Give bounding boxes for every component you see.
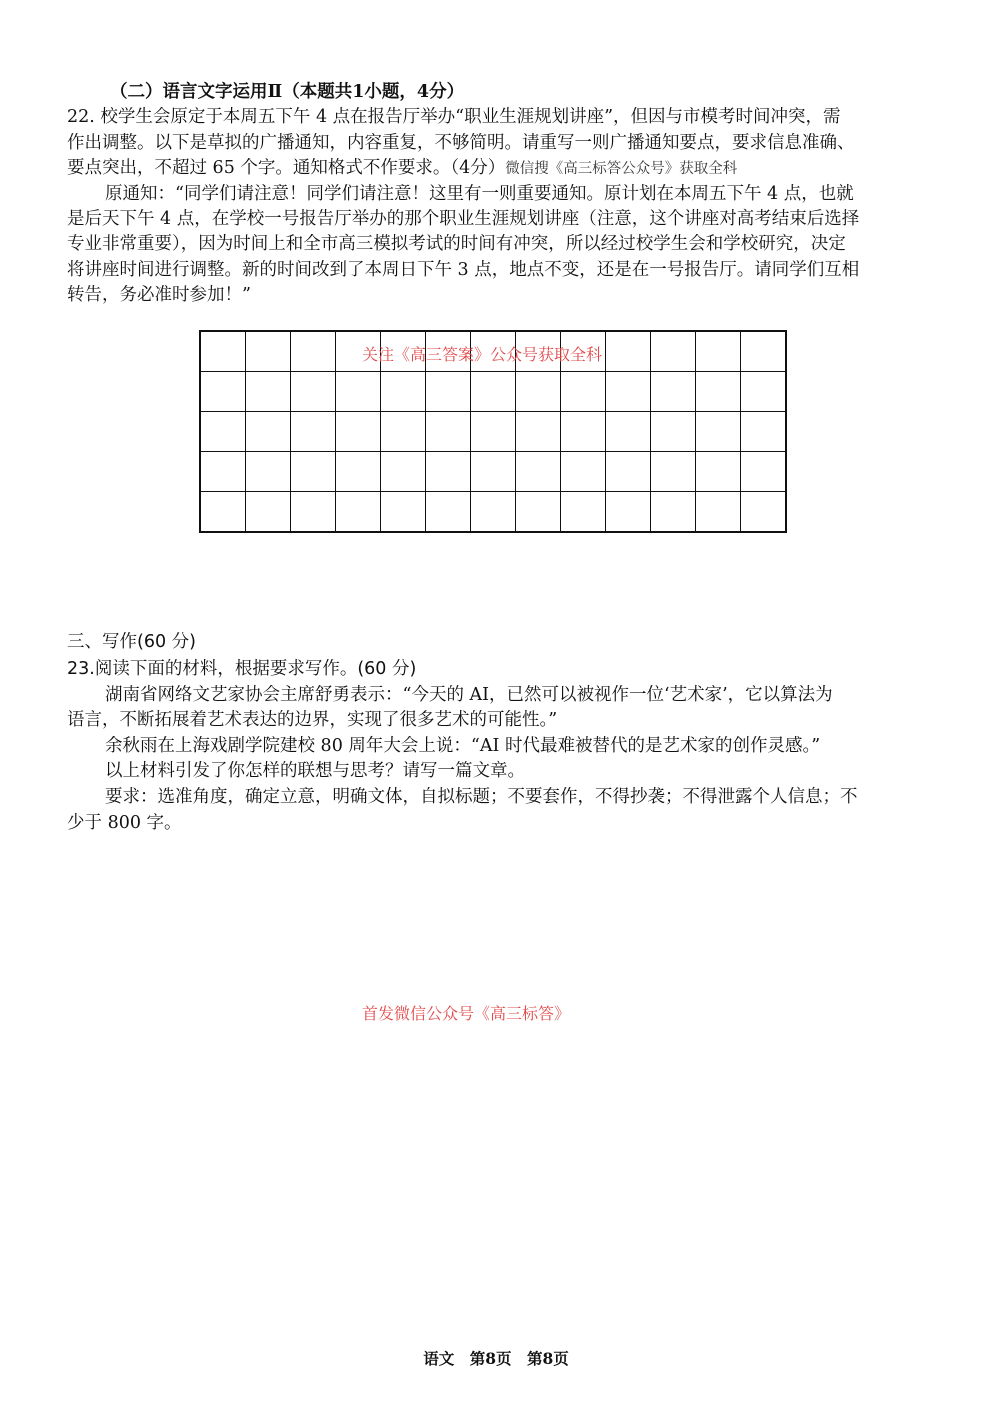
grid-cell[interactable] [336,452,381,492]
grid-cell[interactable] [336,372,381,412]
inline-watermark: 微信搜《高三标答公众号》获取全科 [505,161,738,177]
grid-cell[interactable] [561,492,606,533]
grid-cell[interactable] [200,452,246,492]
grid-cell[interactable] [651,492,696,533]
grid-cell[interactable] [561,452,606,492]
grid-cell[interactable] [741,412,787,452]
grid-row [200,412,786,452]
grid-cell[interactable] [516,372,561,412]
grid-cell[interactable] [651,372,696,412]
prompt-line: 以上材料引发了你怎样的联想与思考？请写一篇文章。 [105,761,525,781]
question-22-line: 作出调整。以下是草拟的广播通知，内容重复，不够简明。请重写一则广播通知要点，要求信息准确、 [67,133,855,153]
notice-line: 转告，务必准时参加！” [67,285,251,305]
grid-cell[interactable] [741,331,787,372]
grid-cell[interactable] [246,492,291,533]
grid-cell[interactable] [696,331,741,372]
grid-cell[interactable] [336,492,381,533]
section-3-heading: 三、写作(60 分) [67,632,196,652]
material-line: 湖南省网络文艺家协会主席舒勇表示：“今天的 AI，已然可以被视作一位‘艺术家’，它以算法为 [105,685,833,705]
section-heading: （二）语言文字运用Ⅱ（本题共1小题，4分） [110,82,465,102]
grid-cell[interactable] [741,492,787,533]
material-line: 语言，不断拓展着艺术表达的边界，实现了很多艺术的可能性。” [67,710,558,730]
grid-cell[interactable] [426,412,471,452]
grid-cell[interactable] [606,492,651,533]
grid-cell[interactable] [561,372,606,412]
grid-cell[interactable] [381,452,426,492]
grid-cell[interactable] [291,492,336,533]
grid-cell[interactable] [246,331,291,372]
grid-cell[interactable] [471,372,516,412]
grid-cell[interactable] [561,412,606,452]
grid-cell[interactable] [696,452,741,492]
notice-line: 是后天下午 4 点，在学校一号报告厅举办的那个职业生涯规划讲座（注意，这个讲座对高考结束后选择 [67,209,860,229]
grid-cell[interactable] [381,492,426,533]
grid-cell[interactable] [291,452,336,492]
notice-line: 将讲座时间进行调整。新的时间改到了本周日下午 3 点，地点不变，还是在一号报告厅。请同学们互相 [67,260,860,280]
grid-cell[interactable] [246,412,291,452]
grid-cell[interactable] [200,492,246,533]
grid-cell[interactable] [696,492,741,533]
question-22-line: 22. 校学生会原定于本周五下午 4 点在报告厅举办“职业生涯规划讲座”，但因与市模考时间冲突，需 [67,107,841,127]
grid-cell[interactable] [606,372,651,412]
notice-line: 原通知：“同学们请注意！同学们请注意！这里有一则重要通知。原计划在本周五下午 4 点，也就 [105,184,854,204]
question-22-text: 要点突出，不超过 65 个字。通知格式不作要求。（4分） [67,158,506,178]
grid-row [200,492,786,533]
question-23-title: 23.阅读下面的材料，根据要求写作。(60 分) [67,659,417,679]
grid-cell[interactable] [471,452,516,492]
material-line: 余秋雨在上海戏剧学院建校 80 周年大会上说：“AI 时代最难被替代的是艺术家的创作灵感。” [105,736,821,756]
grid-cell[interactable] [291,372,336,412]
grid-cell[interactable] [200,412,246,452]
grid-cell[interactable] [246,372,291,412]
question-22-line [67,156,939,183]
grid-cell[interactable] [291,412,336,452]
bottom-watermark: 首发微信公众号《高三标答》 [362,1004,571,1023]
grid-cell[interactable] [651,412,696,452]
grid-cell[interactable] [651,331,696,372]
grid-cell[interactable] [741,372,787,412]
grid-cell[interactable] [291,331,336,372]
grid-cell[interactable] [381,372,426,412]
grid-cell[interactable] [336,412,381,452]
grid-cell[interactable] [471,492,516,533]
grid-cell[interactable] [516,492,561,533]
grid-cell[interactable] [516,452,561,492]
grid-row [200,452,786,492]
grid-cell[interactable] [696,412,741,452]
requirement-line: 要求：选准角度，确定立意，明确文体，自拟标题；不要套作，不得抄袭；不得泄露个人信息；不 [105,787,858,807]
grid-cell[interactable] [606,331,651,372]
notice-line: 专业非常重要），因为时间上和全市高三模拟考试的时间有冲突，所以经过校学生会和学校研究，决定 [67,234,846,254]
grid-cell[interactable] [426,452,471,492]
page-footer: 语文 第8页 第8页 [423,1349,569,1368]
grid-cell[interactable] [741,452,787,492]
grid-cell[interactable] [381,412,426,452]
grid-cell[interactable] [471,412,516,452]
requirement-line: 少于 800 字。 [67,813,182,833]
grid-cell[interactable] [426,492,471,533]
grid-cell[interactable] [200,372,246,412]
grid-cell[interactable] [516,412,561,452]
grid-cell[interactable] [426,372,471,412]
grid-watermark: 关注《高三答案》公众号获取全科 [362,345,603,364]
grid-cell[interactable] [246,452,291,492]
grid-cell[interactable] [200,331,246,372]
grid-cell[interactable] [651,452,696,492]
grid-cell[interactable] [606,412,651,452]
grid-row [200,372,786,412]
grid-cell[interactable] [606,452,651,492]
grid-cell[interactable] [696,372,741,412]
